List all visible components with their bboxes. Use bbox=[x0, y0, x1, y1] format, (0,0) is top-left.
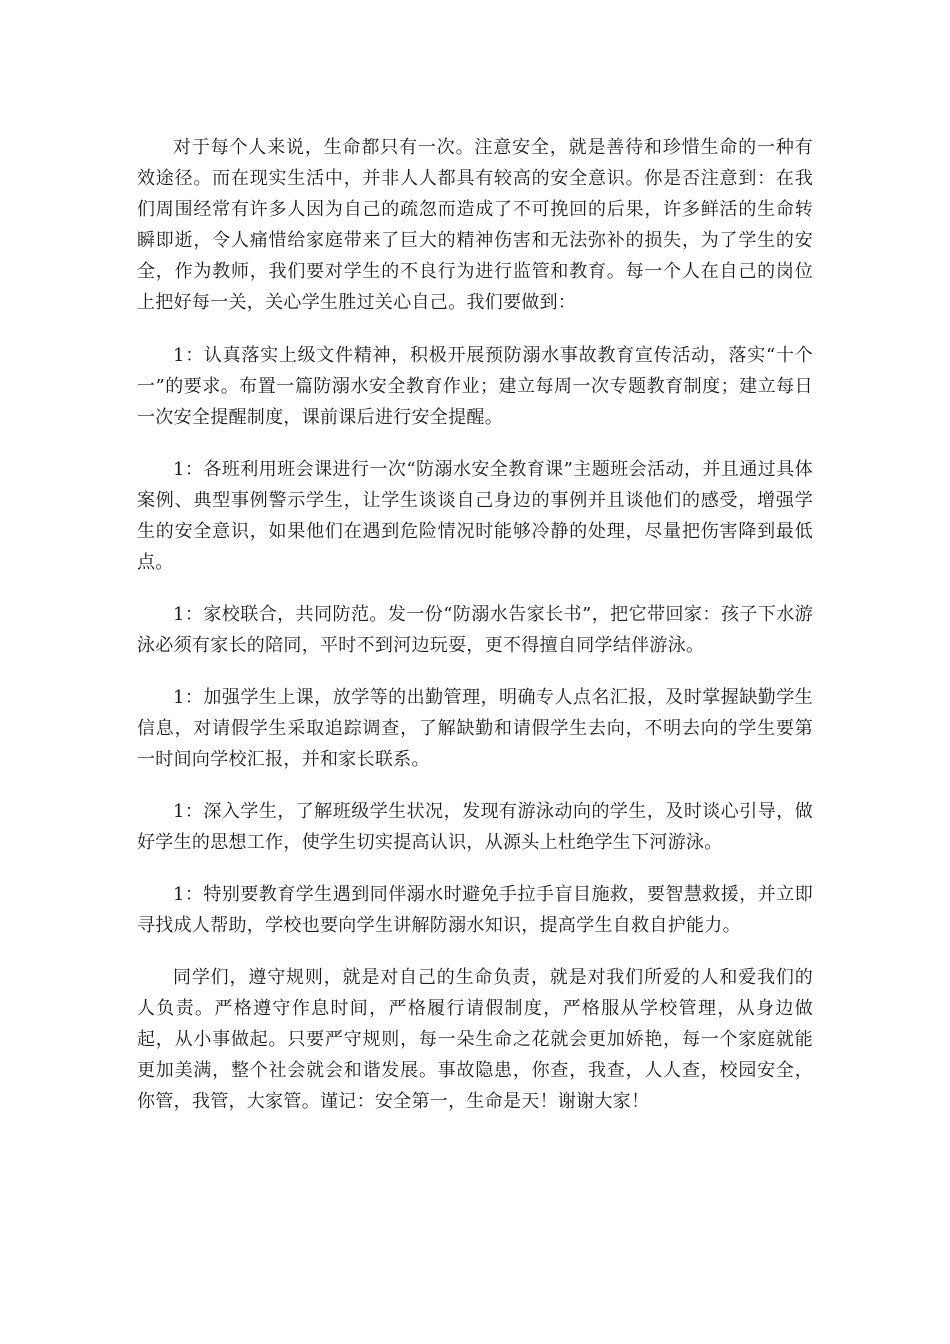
measure-paragraph-4: 1：加强学生上课，放学等的出勤管理，明确专人点名汇报，及时掌握缺勤学生信息，对请假学生采取追踪调查，了解缺勤和请假学生去向，不明去向的学生要第一时间向学校汇报，并和家长联系。 bbox=[137, 687, 813, 770]
measure-paragraph-6: 1：特别要教育学生遇到同伴溺水时避免手拉手盲目施救，要智慧救援，并立即寻找成人帮助，学校也要向学生讲解防溺水知识，提高学生自救自护能力。 bbox=[137, 884, 813, 936]
measure-paragraph-3: 1：家校联合，共同防范。发一份“防溺水告家长书”，把它带回家：孩子下水游泳必须有家长的陪同，平时不到河边玩耍，更不得擅自同学结伴游泳。 bbox=[137, 604, 813, 656]
measure-paragraph-5: 1：深入学生，了解班级学生状况，发现有游泳动向的学生，及时谈心引导，做好学生的思想工作，使学生切实提高认识，从源头上杜绝学生下河游泳。 bbox=[137, 801, 813, 853]
intro-paragraph: 对于每个人来说，生命都只有一次。注意安全，就是善待和珍惜生命的一种有效途径。而在现实生活中，并非人人都具有较高的安全意识。你是否注意到：在我们周围经常有许多人因为自己的疏忽而造成了不可挽回的后果，许多鲜活的生命转瞬即逝，令人痛惜给家庭带来了巨大的精神伤害和无法弥补的损失，为了学生的安全，作为教师，我们要对学生的不良行为进行监管和教育。每一个人在自己的岗位上把好每一关，关心学生胜过关心自己。我们要做到： bbox=[137, 137, 813, 313]
measure-paragraph-1: 1：认真落实上级文件精神，积极开展预防溺水事故教育宣传活动，落实“十个一”的要求。布置一篇防溺水安全教育作业；建立每周一次专题教育制度；建立每日一次安全提醒制度，课前课后进行安全提醒。 bbox=[137, 345, 813, 428]
document-page bbox=[137, 132, 813, 1117]
closing-paragraph: 同学们，遵守规则，就是对自己的生命负责，就是对我们所爱的人和爱我们的人负责。严格遵守作息时间，严格履行请假制度，严格服从学校管理，从身边做起，从小事做起。只要严守规则，每一朵生命之花就会更加娇艳，每一个家庭就能更加美满，整个社会就会和谐发展。事故隐患，你查，我查，人人查，校园安全，你管，我管，大家管。谨记：安全第一，生命是天！谢谢大家！ bbox=[137, 967, 813, 1112]
measure-paragraph-2: 1：各班利用班会课进行一次“防溺水安全教育课”主题班会活动，并且通过具体案例、典型事例警示学生，让学生谈谈自己身边的事例并且谈他们的感受，增强学生的安全意识，如果他们在遇到危险情况时能够冷静的处理，尽量把伤害降到最低点。 bbox=[137, 459, 813, 573]
